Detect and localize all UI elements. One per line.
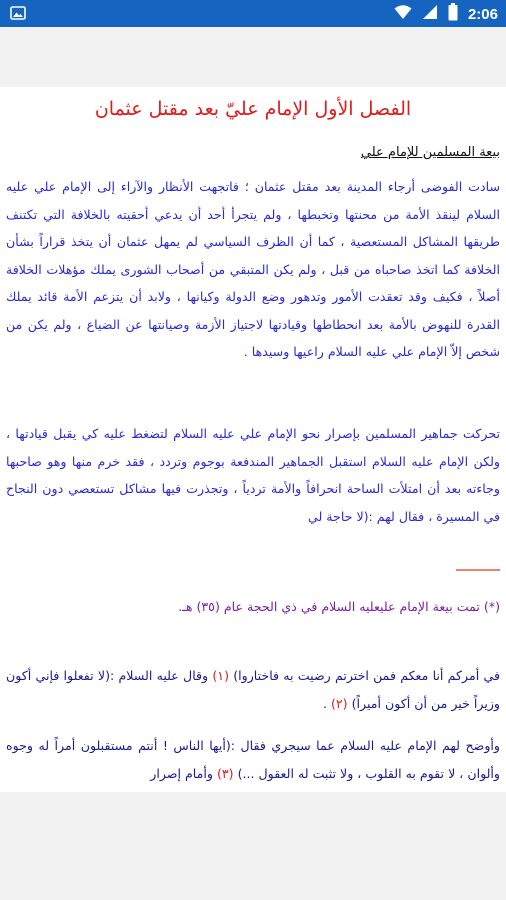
battery-icon xyxy=(448,3,458,25)
section-subtitle: بيعة المسلمين للإمام علي xyxy=(360,145,500,160)
image-notification-icon xyxy=(10,5,26,21)
wifi-icon xyxy=(394,4,412,24)
reference-2[interactable]: (٢) xyxy=(330,695,348,711)
status-bar xyxy=(0,0,506,27)
chapter-title: الفصل الأول الإمام عليّ بعد مقتل عثمان xyxy=(94,98,412,120)
paragraph-2: تحركت جماهير المسلمين بإصرار نحو الإمام علي عليه السلام لتضغط عليه كي يقبل قيادتها ، ولكن الإمام عليه السلام استقبل الجماهير المندفعة بوجوم وتردد ، فقد خرم منها وهو صاحبها وجاءته بعد أن امتلأت الساحة انحرافاً والأمة تردياً ، وتجذرت فيها مشاكل تستعصي دون النجاح في المسيرة ، فقال لهم :(لا حاجة لي xyxy=(6,426,500,524)
paragraph-1: سادت الفوضى أرجاء المدينة بعد مقتل عثمان ؛ فاتجهت الأنظار والآراء إلى الإمام علي عليه السلام لينقذ الأمة من محنتها وتخبطها ، ولم يتجرأ أحد أن يدعي أحقيته بالخلافة التي تكتنف طريقها المشاكل المستعصية ، كما أن الظرف السياسي لم يمهل عثمان أن يتخذ قراراً بشأن الخلافة كما اتخذ صاحباه من قبل ، ولم يكن المتبقي من أصحاب الشورى يملك مؤهلات الخلافة أصلاً ، فكيف وقد تعقدت الأمور وتدهور وضع الدولة وكيانها ، ولابد أن يتزعم الأمة قائد يملك القدرة للنهوض بالأمة بعد انحطاطها وقيادتها لاجتياز الأزمة وصيانتها عن الضياع ، ولم يكن من شخص إلاّ الإمام علي عليه السلام راعيها وسيدها . xyxy=(6,179,500,359)
paragraph-4 xyxy=(6,732,500,787)
paragraph-3-end: . xyxy=(322,695,327,711)
reference-1[interactable]: (١) xyxy=(212,668,229,683)
footnote-divider xyxy=(456,569,500,571)
paragraph-4-end: وأمام إصرار xyxy=(150,765,213,781)
page-background xyxy=(0,792,506,900)
article-page xyxy=(0,87,506,792)
app-toolbar xyxy=(0,27,506,87)
footnote: (*) تمت بيعة الإمام عليعليه السلام في ذي الحجة عام (٣٥) هـ. xyxy=(178,599,500,614)
paragraph-3-text-2: وقال عليه السلام :(لا تفعلوا فإني أكون وزيراً خير من أن أكون أميراً) xyxy=(6,668,500,711)
paragraph-3 xyxy=(6,662,500,717)
paragraph-4-text: وأوضح لهم الإمام عليه السلام عما سيجري فقال :(أيها الناس ! أنتم مستقبلون أمراً له وجوه وألوان ، لا تقوم به القلوب ، ولا تثبت له العقول ...) xyxy=(6,738,500,781)
status-time: 2:06 xyxy=(467,5,498,23)
reference-3[interactable]: (٣) xyxy=(216,765,234,781)
paragraph-3-text: في أمركم أنا معكم فمن اخترتم رضيت به فاختاروا) xyxy=(233,668,500,683)
cellular-signal-icon xyxy=(422,4,438,24)
